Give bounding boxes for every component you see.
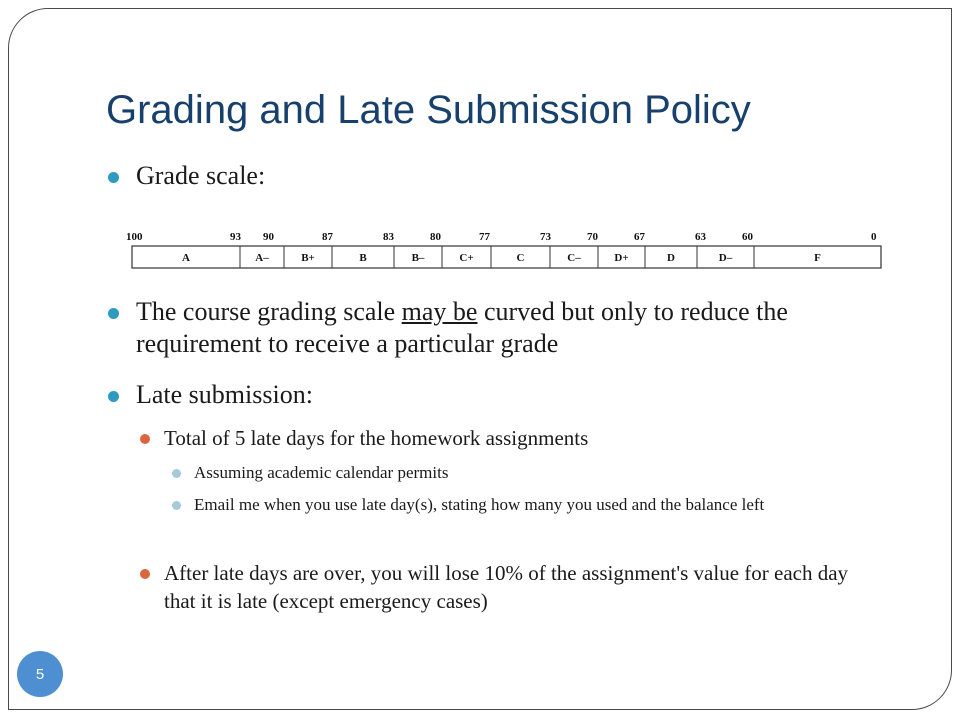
grade-boundary-label: 63: [695, 231, 706, 243]
grade-letter-label: A–: [255, 252, 269, 264]
grade-letter-label: C+: [459, 252, 474, 264]
bullet-late-days: Total of 5 late days for the homework assignments: [164, 424, 884, 452]
grade-boundary-label: 60: [742, 231, 753, 243]
page-number-badge: 5: [17, 651, 63, 697]
grade-scale-graphic: [112, 228, 887, 272]
bullet-calendar: Assuming academic calendar permits: [194, 461, 884, 485]
grade-boundary-label: 70: [587, 231, 598, 243]
grade-boundary-label: 0: [871, 231, 877, 243]
grade-boundary-label: 87: [322, 231, 333, 243]
grade-boundary-label: 83: [383, 231, 394, 243]
grade-letter-label: D: [667, 252, 675, 264]
bullet-curve: [136, 296, 896, 360]
curve-text-2: curved but only to reduce the requirement to receive a particular grade: [136, 297, 788, 358]
slide-title: Grading and Late Submission Policy: [106, 88, 751, 132]
grade-letter-label: C–: [567, 252, 581, 264]
grade-letter-label: B+: [301, 252, 315, 264]
bullet-penalty: After late days are over, you will lose 10% of the assignment's value for each day that it is late (except emergency cases): [164, 559, 884, 615]
grade-boundary-label: 100: [126, 231, 143, 243]
grade-boundary-label: 90: [263, 231, 274, 243]
grade-boundary-label: 77: [479, 231, 490, 243]
grade-letter-label: D–: [718, 252, 733, 264]
grade-letter-label: D+: [614, 252, 629, 264]
grade-boundary-label: 93: [230, 231, 241, 243]
grade-letter-label: B: [359, 252, 367, 264]
bullet-late-submission: Late submission:: [136, 379, 896, 411]
grade-letter-label: C: [516, 252, 525, 264]
grade-boundary-label: 80: [430, 231, 441, 243]
grade-letter-label: F: [814, 252, 821, 264]
grade-letter-label: A: [182, 252, 190, 264]
curve-text-underlined: may be: [401, 297, 478, 326]
curve-text-1: The course grading scale: [136, 297, 402, 326]
grade-boundary-label: 67: [634, 231, 645, 243]
grade-letter-label: B–: [411, 252, 425, 264]
bullet-grade-scale: Grade scale:: [136, 160, 896, 192]
bullet-email: Email me when you use late day(s), stating how many you used and the balance left: [194, 493, 884, 517]
grade-scale-box: [132, 246, 881, 268]
grade-boundary-label: 73: [540, 231, 551, 243]
grade-scale-bar: [112, 228, 887, 272]
